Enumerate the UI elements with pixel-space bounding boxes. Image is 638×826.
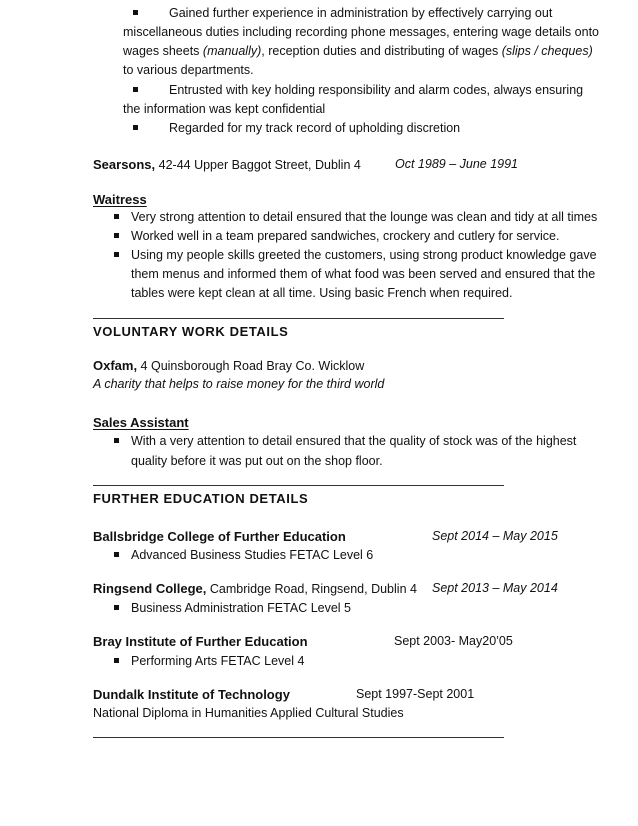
section-heading: FURTHER EDUCATION DETAILS <box>93 491 309 506</box>
duty-line: the information was kept confidential <box>123 102 326 116</box>
bullet-square-icon <box>133 87 138 92</box>
institution-line: Bray Institute of Further Education <box>93 634 308 649</box>
duty-line: quality before it was put out on the shop floor. <box>131 454 383 468</box>
institution-line: Ringsend College, Cambridge Road, Ringsend, Dublin 4 <box>93 581 417 596</box>
education-dates: Sept 2013 – May 2014 <box>432 581 558 595</box>
bullet-square-icon <box>114 605 119 610</box>
employer-line: Searsons, 42-44 Upper Baggot Street, Dublin 4 <box>93 157 361 172</box>
duty-line: them menus and informed them of what food was been served and ensured that the <box>131 267 596 281</box>
education-dates: Sept 2003- May20’05 <box>394 634 513 648</box>
duty-line: Regarded for my track record of upholding discretion <box>169 121 461 135</box>
duty-line: to various departments. <box>123 63 254 77</box>
institution-line: Ballsbridge College of Further Education <box>93 529 346 544</box>
bullet-square-icon <box>114 552 119 557</box>
section-divider <box>93 737 504 738</box>
qualification: Advanced Business Studies FETAC Level 6 <box>131 548 374 562</box>
section-divider <box>93 318 504 319</box>
duty-line: Worked well in a team prepared sandwiches, crockery and cutlery for service. <box>131 229 560 243</box>
duty-line: Using my people skills greeted the customers, using strong product knowledge gave <box>131 248 597 262</box>
qualification: Business Administration FETAC Level 5 <box>131 601 352 615</box>
bullet-square-icon <box>114 658 119 663</box>
duty-line: Gained further experience in administration by effectively carrying out <box>169 6 553 20</box>
duty-line: With a very attention to detail ensured that the quality of stock was of the highest <box>131 434 577 448</box>
institution-line: Dundalk Institute of Technology <box>93 687 290 702</box>
organisation-description: A charity that helps to raise money for the third world <box>93 377 385 391</box>
job-title: Sales Assistant <box>93 415 189 430</box>
section-divider <box>93 485 504 486</box>
bullet-square-icon <box>133 125 138 130</box>
bullet-square-icon <box>114 233 119 238</box>
section-heading: VOLUNTARY WORK DETAILS <box>93 324 289 339</box>
employer-line: Oxfam, 4 Quinsborough Road Bray Co. Wicklow <box>93 358 365 373</box>
bullet-square-icon <box>133 10 138 15</box>
duty-line: Very strong attention to detail ensured that the lounge was clean and tidy at all times <box>131 210 598 224</box>
duty-line: tables were kept clean at all time. Using basic French when required. <box>131 286 513 300</box>
education-dates: Sept 2014 – May 2015 <box>432 529 558 543</box>
bullet-square-icon <box>114 438 119 443</box>
employment-dates: Oct 1989 – June 1991 <box>395 157 519 171</box>
education-dates: Sept 1997-Sept 2001 <box>356 687 475 701</box>
duty-line: wages sheets (manually), reception duties and distributing of wages (slips / cheques) <box>123 44 593 58</box>
duty-line: Entrusted with key holding responsibility and alarm codes, always ensuring <box>169 83 584 97</box>
bullet-square-icon <box>114 214 119 219</box>
duty-line: miscellaneous duties including recording phone messages, entering wage details onto <box>123 25 599 39</box>
qualification: Performing Arts FETAC Level 4 <box>131 654 305 668</box>
qualification: National Diploma in Humanities Applied Cultural Studies <box>93 706 404 720</box>
job-title: Waitress <box>93 192 147 207</box>
bullet-square-icon <box>114 252 119 257</box>
